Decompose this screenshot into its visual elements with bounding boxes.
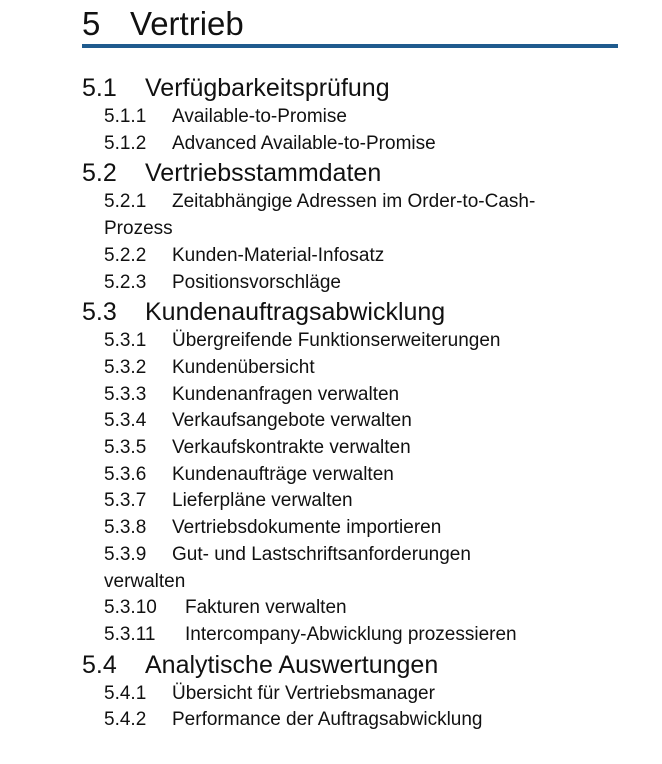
section-heading[interactable] <box>82 157 618 189</box>
subsection-number: 5.3.2 <box>104 356 147 378</box>
subsection-entry[interactable] <box>82 243 618 270</box>
table-of-contents <box>82 72 618 734</box>
subsection-title: Vertriebsdokumente importieren <box>172 517 442 539</box>
subsection-title: Übersicht für Vertriebsmanager <box>172 682 435 704</box>
section-heading[interactable] <box>82 296 618 328</box>
subsection-title-continuation: Prozess <box>104 218 173 240</box>
section-number: 5.1 <box>82 74 117 102</box>
subsection-number: 5.3.3 <box>104 383 147 405</box>
subsection-entry[interactable] <box>82 355 618 382</box>
subsection-number: 5.3.4 <box>104 410 147 432</box>
subsection-entry[interactable] <box>82 189 618 242</box>
subsection-title: Intercompany-Abwicklung prozessieren <box>185 623 517 645</box>
subsection-number: 5.3.10 <box>104 597 157 619</box>
toc-section <box>82 649 618 734</box>
subsection-number: 5.3.7 <box>104 490 147 512</box>
subsection-entry[interactable] <box>82 408 618 435</box>
subsection-title: Available-to-Promise <box>172 106 347 127</box>
subsection-number: 5.2.1 <box>104 191 147 213</box>
subsection-title-continuation: verwalten <box>104 570 186 592</box>
toc-section <box>82 296 618 648</box>
chapter-title <box>82 4 244 44</box>
subsection-number: 5.2.2 <box>104 244 147 266</box>
section-heading[interactable] <box>82 649 618 681</box>
subsection-title: Positionsvorschläge <box>172 271 341 293</box>
subsection-title: Lieferpläne verwalten <box>172 490 353 512</box>
subsection-entry[interactable] <box>82 382 618 409</box>
subsection-entry[interactable] <box>82 131 618 158</box>
subsection-entry[interactable] <box>82 462 618 489</box>
section-heading[interactable] <box>82 72 618 104</box>
subsection-number: 5.4.1 <box>104 682 147 704</box>
subsection-number: 5.3.5 <box>104 437 147 459</box>
subsection-entry[interactable] <box>82 542 618 595</box>
toc-section <box>82 157 618 296</box>
subsection-title: Kundenaufträge verwalten <box>172 463 394 485</box>
subsection-entry[interactable] <box>82 104 618 131</box>
subsection-title: Verkaufsangebote verwalten <box>172 410 412 432</box>
subsection-title: Verkaufskontrakte verwalten <box>172 437 411 459</box>
subsection-entry[interactable] <box>82 707 618 734</box>
subsection-title: Zeitabhängige Adressen im Order-to-Cash- <box>172 191 536 213</box>
subsection-title: Kunden-Material-Infosatz <box>172 244 385 266</box>
subsection-entry[interactable] <box>82 515 618 542</box>
subsection-entry[interactable] <box>82 488 618 515</box>
subsection-number: 5.2.3 <box>104 271 147 293</box>
subsection-number: 5.1.2 <box>104 132 147 154</box>
subsection-entry[interactable] <box>82 622 618 649</box>
subsection-entry[interactable] <box>82 435 618 462</box>
section-number: 5.4 <box>82 650 117 679</box>
subsection-title: Advanced Available-to-Promise <box>172 132 436 154</box>
subsection-entry[interactable] <box>82 681 618 708</box>
subsection-title: Kundenübersicht <box>172 356 315 378</box>
subsection-title: Gut- und Lastschriftsanforderungen <box>172 543 471 565</box>
subsection-number: 5.3.6 <box>104 463 147 485</box>
subsection-number: 5.3.8 <box>104 517 147 539</box>
section-number: 5.2 <box>82 159 117 188</box>
subsection-number: 5.3.11 <box>104 623 156 645</box>
section-title: Vertriebsstammdaten <box>145 159 382 188</box>
chapter-number: 5 <box>82 5 101 42</box>
section-title: Kundenauftragsabwicklung <box>145 298 446 327</box>
chapter-title-text: Vertrieb <box>130 5 244 42</box>
subsection-title: Kundenanfragen verwalten <box>172 383 400 405</box>
chapter-divider <box>82 44 618 48</box>
subsection-title: Fakturen verwalten <box>185 597 347 619</box>
subsection-number: 5.1.1 <box>104 106 147 127</box>
subsection-number: 5.4.2 <box>104 709 147 731</box>
subsection-entry[interactable] <box>82 328 618 355</box>
subsection-number: 5.3.1 <box>104 330 147 352</box>
subsection-title: Performance der Auftragsabwicklung <box>172 709 483 731</box>
section-title: Analytische Auswertungen <box>145 650 439 679</box>
section-number: 5.3 <box>82 298 117 327</box>
subsection-title: Übergreifende Funktionserweiterungen <box>172 330 501 352</box>
subsection-number: 5.3.9 <box>104 543 147 565</box>
section-title: Verfügbarkeitsprüfung <box>145 74 390 102</box>
subsection-entry[interactable] <box>82 595 618 622</box>
toc-section <box>82 72 618 157</box>
subsection-entry[interactable] <box>82 270 618 297</box>
